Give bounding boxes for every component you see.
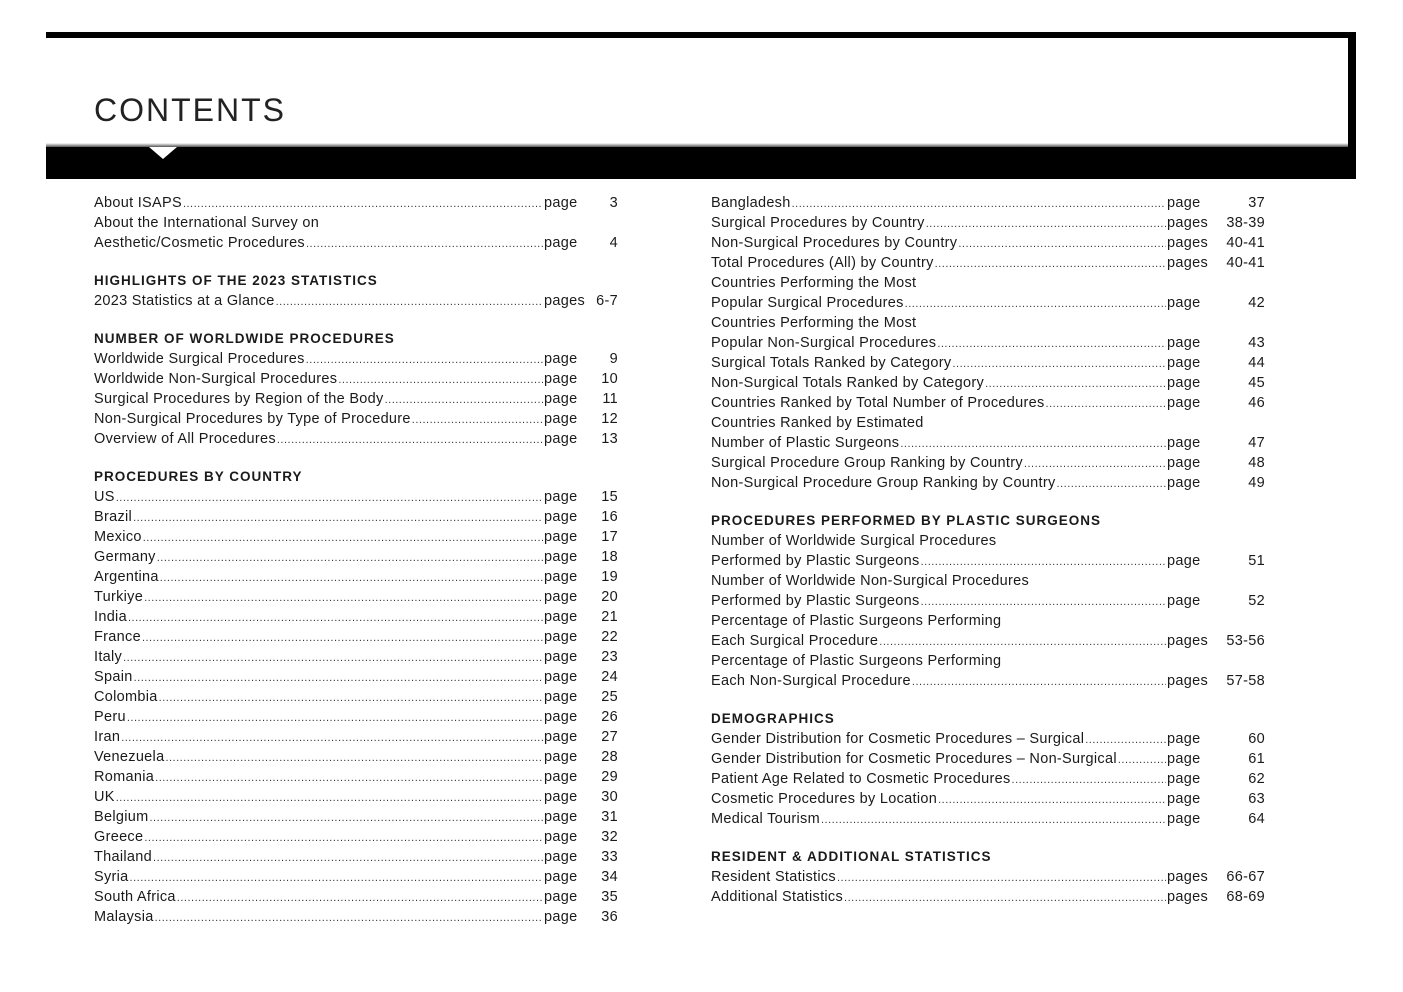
section-heading: PROCEDURES BY COUNTRY xyxy=(94,469,303,484)
page-word: page xyxy=(544,589,578,605)
toc-entry[interactable] xyxy=(94,409,618,429)
page-word: pages xyxy=(544,293,586,309)
page-title: CONTENTS xyxy=(94,92,286,128)
toc-entry-label: Surgical Procedures by Region of the Body xyxy=(94,391,384,407)
toc-entry-label: Total Procedures (All) by Country xyxy=(711,255,934,271)
dot-leader xyxy=(277,430,543,450)
page-word: page xyxy=(1167,791,1201,807)
toc-entry-label: Malaysia xyxy=(94,909,154,925)
dot-leader xyxy=(128,608,543,628)
toc-entry-label: Iran xyxy=(94,729,121,745)
dot-leader xyxy=(1024,454,1166,474)
page-word: page xyxy=(1167,751,1201,767)
toc-column-left xyxy=(94,193,618,927)
page-number: 30 xyxy=(601,789,618,805)
page-number: 25 xyxy=(601,689,618,705)
toc-entry-label: India xyxy=(94,609,127,625)
page-number: 33 xyxy=(601,849,618,865)
toc-column-right xyxy=(711,193,1265,907)
dot-leader xyxy=(121,728,543,748)
page-number: 38-39 xyxy=(1226,215,1265,231)
page-number: 52 xyxy=(1248,593,1265,609)
page-word: page xyxy=(544,195,578,211)
dot-leader xyxy=(127,708,543,728)
toc-entry[interactable] xyxy=(94,349,618,369)
page-word: page xyxy=(1167,355,1201,371)
page-number: 62 xyxy=(1248,771,1265,787)
page-number: 11 xyxy=(602,391,618,407)
toc-entry[interactable] xyxy=(94,667,618,687)
toc-entry-label: Germany xyxy=(94,549,156,565)
page-word: page xyxy=(544,529,578,545)
page-number: 68-69 xyxy=(1226,889,1265,905)
toc-entry[interactable] xyxy=(94,747,618,767)
toc-entry[interactable] xyxy=(711,433,1265,453)
page-word: pages xyxy=(1167,215,1209,231)
page-number: 44 xyxy=(1248,355,1265,371)
toc-entry-label: South Africa xyxy=(94,889,176,905)
page-number: 63 xyxy=(1248,791,1265,807)
dot-leader xyxy=(1046,394,1166,414)
toc-entry-label: Brazil xyxy=(94,509,133,525)
toc-entry-label: 2023 Statistics at a Glance xyxy=(94,293,275,309)
dot-leader xyxy=(134,668,543,688)
section-gap xyxy=(94,253,618,271)
section-gap xyxy=(711,829,1265,847)
toc-entry[interactable] xyxy=(94,547,618,567)
toc-entry-label: Gender Distribution for Cosmetic Procedures – Non-Surgical xyxy=(711,751,1117,767)
dot-leader xyxy=(276,292,543,312)
toc-entry-label: Argentina xyxy=(94,569,159,585)
page-word: pages xyxy=(1167,255,1209,271)
page-word: page xyxy=(544,629,578,645)
toc-entry-label: Thailand xyxy=(94,849,153,865)
toc-entry-label: UK xyxy=(94,789,115,805)
dot-leader xyxy=(1012,770,1166,790)
dot-leader xyxy=(144,828,543,848)
header-band xyxy=(46,147,1356,179)
toc-entry[interactable] xyxy=(711,789,1265,809)
page-word: page xyxy=(544,709,578,725)
page-number: 6-7 xyxy=(596,293,618,309)
toc-entry[interactable] xyxy=(94,429,618,449)
dot-leader xyxy=(792,194,1166,214)
toc-entry[interactable] xyxy=(711,769,1265,789)
page-word: page xyxy=(544,411,578,427)
toc-entry[interactable] xyxy=(94,607,618,627)
page-word: page xyxy=(544,789,578,805)
section-heading: PROCEDURES PERFORMED BY PLASTIC SURGEONS xyxy=(711,513,1102,528)
toc-entry-label: Each Non-Surgical Procedure xyxy=(711,673,911,689)
dot-leader xyxy=(123,648,543,668)
toc-entry-label: Mexico xyxy=(94,529,142,545)
toc-entry[interactable] xyxy=(711,353,1265,373)
toc-entry[interactable] xyxy=(94,847,618,867)
page-number: 27 xyxy=(601,729,618,745)
page-word: page xyxy=(1167,811,1201,827)
page-word: page xyxy=(544,489,578,505)
toc-entry[interactable] xyxy=(711,867,1265,887)
page-word: page xyxy=(1167,593,1201,609)
page-word: page xyxy=(1167,731,1201,747)
page-number: 16 xyxy=(601,509,618,525)
page-number: 61 xyxy=(1248,751,1265,767)
page-word: page xyxy=(1167,295,1201,311)
page-word: page xyxy=(1167,475,1201,491)
toc-entry[interactable] xyxy=(711,749,1265,769)
toc-entry[interactable] xyxy=(711,473,1265,493)
page-number: 64 xyxy=(1248,811,1265,827)
page-number: 19 xyxy=(601,569,618,585)
page-word: page xyxy=(544,391,578,407)
toc-entry-label-line[interactable]: Percentage of Plastic Surgeons Performing xyxy=(711,653,1002,669)
toc-entry[interactable] xyxy=(94,827,618,847)
header-notch xyxy=(149,147,177,159)
dot-leader xyxy=(306,234,543,254)
dot-leader xyxy=(143,528,543,548)
dot-leader xyxy=(165,748,543,768)
dot-leader xyxy=(1057,474,1166,494)
toc-entry-label: Popular Surgical Procedures xyxy=(711,295,904,311)
page-word: page xyxy=(544,809,578,825)
page-number: 26 xyxy=(601,709,618,725)
toc-entry-label: Popular Non-Surgical Procedures xyxy=(711,335,937,351)
page-word: page xyxy=(1167,195,1201,211)
toc-entry[interactable] xyxy=(94,787,618,807)
toc-entry-label: Spain xyxy=(94,669,133,685)
dot-leader xyxy=(385,390,543,410)
dot-leader xyxy=(921,552,1166,572)
toc-entry-label: Performed by Plastic Surgeons xyxy=(711,593,920,609)
page-word: page xyxy=(544,869,578,885)
page-word: page xyxy=(544,569,578,585)
dot-leader xyxy=(952,354,1166,374)
page-word: page xyxy=(544,769,578,785)
toc-entry-label: Number of Plastic Surgeons xyxy=(711,435,900,451)
toc-entry-label: About ISAPS xyxy=(94,195,182,211)
page-number: 66-67 xyxy=(1226,869,1265,885)
dot-leader xyxy=(183,194,543,214)
section-heading: NUMBER OF WORLDWIDE PROCEDURES xyxy=(94,331,395,346)
toc-entry-label: Aesthetic/Cosmetic Procedures xyxy=(94,235,305,251)
section-gap xyxy=(94,311,618,329)
page-word: page xyxy=(544,689,578,705)
page-number: 40-41 xyxy=(1226,235,1265,251)
toc-entry[interactable] xyxy=(94,291,618,311)
page-number: 45 xyxy=(1248,375,1265,391)
toc-entry-label-line[interactable]: About the International Survey on xyxy=(94,215,320,231)
toc-entry-label-line[interactable]: Percentage of Plastic Surgeons Performing xyxy=(711,613,1002,629)
toc-entry-label: Belgium xyxy=(94,809,149,825)
page-number: 31 xyxy=(601,809,618,825)
toc-entry[interactable] xyxy=(711,213,1265,233)
dot-leader xyxy=(935,254,1166,274)
dot-leader xyxy=(844,888,1166,908)
toc-entry-label-line[interactable]: Countries Ranked by Estimated xyxy=(711,415,924,431)
page-word: pages xyxy=(1167,235,1209,251)
page-word: page xyxy=(544,509,578,525)
page-word: page xyxy=(1167,455,1201,471)
section-heading: RESIDENT & ADDITIONAL STATISTICS xyxy=(711,849,992,864)
dot-leader xyxy=(142,628,543,648)
page-word: page xyxy=(544,371,578,387)
toc-entry-label: Non-Surgical Totals Ranked by Category xyxy=(711,375,985,391)
page-number: 53-56 xyxy=(1226,633,1265,649)
toc-entry-label: Worldwide Surgical Procedures xyxy=(94,351,305,367)
page-number: 57-58 xyxy=(1226,673,1265,689)
page-word: page xyxy=(544,829,578,845)
toc-entry-label-line[interactable]: Countries Performing the Most xyxy=(711,315,917,331)
header-top-rule xyxy=(46,32,1356,38)
dot-leader xyxy=(133,508,543,528)
page-word: page xyxy=(1167,375,1201,391)
page-number: 28 xyxy=(601,749,618,765)
toc-entry-label: Each Surgical Procedure xyxy=(711,633,879,649)
page-number: 60 xyxy=(1248,731,1265,747)
page-word: page xyxy=(544,549,578,565)
page-number: 36 xyxy=(601,909,618,925)
dot-leader xyxy=(306,350,543,370)
toc-entry[interactable] xyxy=(94,727,618,747)
toc-entry-label: Resident Statistics xyxy=(711,869,836,885)
toc-entry[interactable] xyxy=(711,393,1265,413)
toc-entry[interactable] xyxy=(94,907,618,927)
dot-leader xyxy=(150,808,544,828)
page-word: page xyxy=(544,431,578,447)
toc-entry-label: Patient Age Related to Cosmetic Procedures xyxy=(711,771,1011,787)
page-word: page xyxy=(544,235,578,251)
toc-entry[interactable] xyxy=(94,369,618,389)
page-number: 20 xyxy=(601,589,618,605)
page-number: 37 xyxy=(1248,195,1265,211)
page-word: page xyxy=(544,609,578,625)
page-number: 3 xyxy=(609,195,618,211)
page-word: page xyxy=(1167,435,1201,451)
toc-entry-label: Syria xyxy=(94,869,129,885)
dot-leader xyxy=(116,788,543,808)
toc-entry-label: Turkiye xyxy=(94,589,144,605)
page-word: page xyxy=(544,909,578,925)
toc-entry[interactable] xyxy=(711,373,1265,393)
page-number: 15 xyxy=(601,489,618,505)
toc-entry[interactable] xyxy=(94,647,618,667)
toc-entry[interactable] xyxy=(94,867,618,887)
page-number: 4 xyxy=(609,235,618,251)
section-gap xyxy=(711,691,1265,709)
page-number: 23 xyxy=(601,649,618,665)
toc-entry-label: Gender Distribution for Cosmetic Procedures – Surgical xyxy=(711,731,1085,747)
page-number: 42 xyxy=(1248,295,1265,311)
dot-leader xyxy=(116,488,543,508)
page-word: page xyxy=(544,649,578,665)
page-number: 47 xyxy=(1248,435,1265,451)
dot-leader xyxy=(144,588,543,608)
toc-entry[interactable] xyxy=(711,193,1265,213)
toc-entry-label: Medical Tourism xyxy=(711,811,820,827)
dot-leader xyxy=(921,592,1166,612)
toc-entry[interactable] xyxy=(94,193,618,213)
dot-leader xyxy=(338,370,543,390)
toc-entry-label: Non-Surgical Procedures by Country xyxy=(711,235,958,251)
toc-entry[interactable] xyxy=(711,293,1265,313)
dot-leader xyxy=(153,848,543,868)
dot-leader xyxy=(155,768,543,788)
page-word: page xyxy=(544,729,578,745)
toc-entry[interactable] xyxy=(94,887,618,907)
toc-entry[interactable] xyxy=(711,333,1265,353)
page-word: pages xyxy=(1167,889,1209,905)
toc-entry[interactable] xyxy=(94,567,618,587)
toc-entry[interactable] xyxy=(711,887,1265,907)
toc-entry-label: Overview of All Procedures xyxy=(94,431,276,447)
dot-leader xyxy=(157,548,543,568)
section-heading: DEMOGRAPHICS xyxy=(711,711,835,726)
page-word: page xyxy=(544,749,578,765)
toc-entry-label-line[interactable]: Number of Worldwide Surgical Procedures xyxy=(711,533,997,549)
page-number: 13 xyxy=(601,431,618,447)
toc-entry-label: Surgical Procedures by Country xyxy=(711,215,925,231)
toc-entry-label-line[interactable]: Countries Performing the Most xyxy=(711,275,917,291)
page-word: page xyxy=(544,351,578,367)
toc-entry-label-line[interactable]: Number of Worldwide Non-Surgical Procedures xyxy=(711,573,1030,589)
dot-leader xyxy=(938,790,1166,810)
toc-entry-label: Surgical Totals Ranked by Category xyxy=(711,355,952,371)
page-word: page xyxy=(1167,553,1201,569)
dot-leader xyxy=(837,868,1166,888)
page-number: 21 xyxy=(601,609,618,625)
dot-leader xyxy=(177,888,543,908)
toc-entry[interactable] xyxy=(711,233,1265,253)
dot-leader xyxy=(926,214,1166,234)
page-number: 24 xyxy=(601,669,618,685)
dot-leader xyxy=(160,568,543,588)
dot-leader xyxy=(412,410,543,430)
dot-leader xyxy=(130,868,543,888)
toc-entry-label: France xyxy=(94,629,141,645)
page-number: 22 xyxy=(601,629,618,645)
toc-entry[interactable] xyxy=(94,767,618,787)
dot-leader xyxy=(937,334,1166,354)
toc-entry-label: Colombia xyxy=(94,689,158,705)
toc-entry[interactable] xyxy=(94,707,618,727)
toc-entry[interactable] xyxy=(711,631,1265,651)
toc-entry[interactable] xyxy=(94,507,618,527)
page-number: 35 xyxy=(601,889,618,905)
toc-entry-label: Non-Surgical Procedures by Type of Procedure xyxy=(94,411,411,427)
toc-entry[interactable] xyxy=(711,453,1265,473)
dot-leader xyxy=(905,294,1166,314)
page-number: 32 xyxy=(601,829,618,845)
toc-entry[interactable] xyxy=(94,233,618,253)
toc-entry[interactable] xyxy=(94,527,618,547)
page-word: page xyxy=(1167,395,1201,411)
toc-entry-label: Peru xyxy=(94,709,126,725)
page-word: page xyxy=(1167,771,1201,787)
toc-entry[interactable] xyxy=(711,551,1265,571)
page-word: page xyxy=(544,889,578,905)
toc-entry[interactable] xyxy=(711,253,1265,273)
page-number: 9 xyxy=(609,351,618,367)
toc-entry[interactable] xyxy=(711,729,1265,749)
toc-entry-label: Non-Surgical Procedure Group Ranking by Country xyxy=(711,475,1056,491)
dot-leader xyxy=(912,672,1166,692)
toc-entry-label: Surgical Procedure Group Ranking by Country xyxy=(711,455,1023,471)
toc-entry-label: Worldwide Non-Surgical Procedures xyxy=(94,371,338,387)
dot-leader xyxy=(958,234,1166,254)
dot-leader xyxy=(1085,730,1166,750)
page-number: 43 xyxy=(1248,335,1265,351)
toc-entry-label: Performed by Plastic Surgeons xyxy=(711,553,920,569)
toc-entry[interactable] xyxy=(711,591,1265,611)
dot-leader xyxy=(1118,750,1166,770)
page-word: pages xyxy=(1167,673,1209,689)
page-number: 51 xyxy=(1248,553,1265,569)
toc-entry[interactable] xyxy=(94,807,618,827)
toc-entry-label: Italy xyxy=(94,649,123,665)
toc-entry-label: Additional Statistics xyxy=(711,889,844,905)
page-word: pages xyxy=(1167,869,1209,885)
toc-entry[interactable] xyxy=(94,687,618,707)
toc-entry-label: Venezuela xyxy=(94,749,165,765)
page-number: 34 xyxy=(601,869,618,885)
page-word: page xyxy=(1167,335,1201,351)
toc-entry[interactable] xyxy=(94,389,618,409)
page-word: page xyxy=(544,669,578,685)
page-number: 17 xyxy=(601,529,618,545)
section-heading: HIGHLIGHTS OF THE 2023 STATISTICS xyxy=(94,273,378,288)
dot-leader xyxy=(821,810,1166,830)
toc-entry-label: US xyxy=(94,489,115,505)
page-number: 46 xyxy=(1248,395,1265,411)
toc-entry-label: Romania xyxy=(94,769,155,785)
page-number: 29 xyxy=(601,769,618,785)
toc-entry-label: Cosmetic Procedures by Location xyxy=(711,791,938,807)
page-number: 40-41 xyxy=(1226,255,1265,271)
dot-leader xyxy=(155,908,543,928)
page-number: 18 xyxy=(601,549,618,565)
toc-entry-label: Bangladesh xyxy=(711,195,791,211)
dot-leader xyxy=(985,374,1166,394)
toc-entry-label: Countries Ranked by Total Number of Procedures xyxy=(711,395,1045,411)
page-number: 10 xyxy=(601,371,618,387)
toc-entry[interactable] xyxy=(94,487,618,507)
section-gap xyxy=(711,493,1265,511)
dot-leader xyxy=(159,688,543,708)
page-word: page xyxy=(544,849,578,865)
page-number: 49 xyxy=(1248,475,1265,491)
page-word: pages xyxy=(1167,633,1209,649)
dot-leader xyxy=(900,434,1166,454)
toc-entry-label: Greece xyxy=(94,829,144,845)
page-number: 12 xyxy=(601,411,618,427)
toc-entry[interactable] xyxy=(711,809,1265,829)
page-number: 48 xyxy=(1248,455,1265,471)
toc-entry[interactable] xyxy=(94,627,618,647)
toc-entry[interactable] xyxy=(711,671,1265,691)
dot-leader xyxy=(879,632,1166,652)
toc-entry[interactable] xyxy=(94,587,618,607)
section-gap xyxy=(94,449,618,467)
